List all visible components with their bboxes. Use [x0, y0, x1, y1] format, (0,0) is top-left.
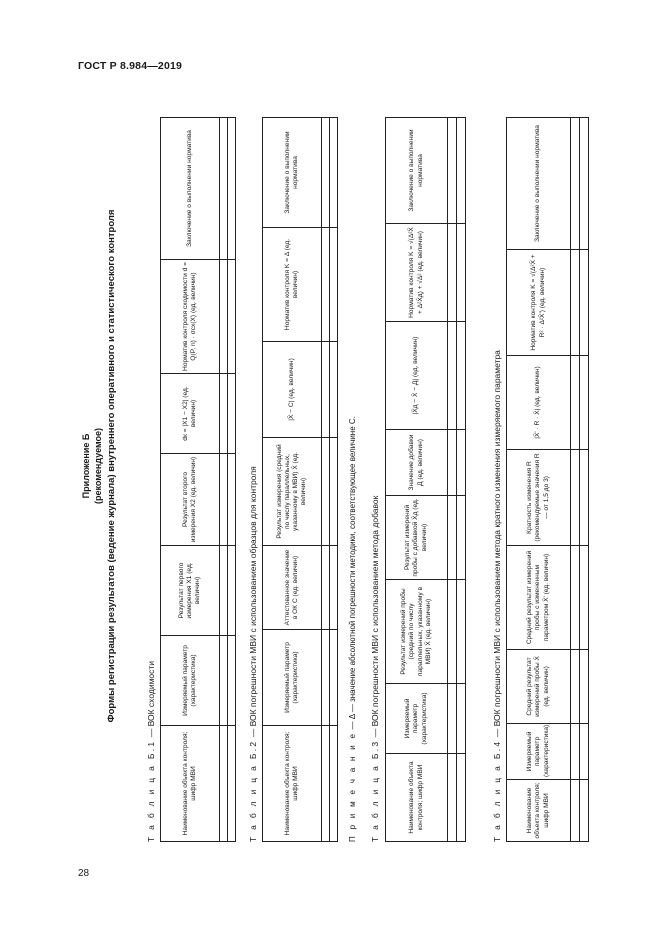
- table-b1-caption-text: — ВОК сходимости: [146, 660, 156, 740]
- table-cell: [220, 454, 228, 546]
- table-b1-header-row: [161, 118, 220, 842]
- table-b4-caption-text: — ВОК погрешности МВИ с использованием метода кратного изменения измеряемого параметра: [492, 350, 502, 740]
- table-cell: [457, 580, 466, 684]
- table-b1-caption-prefix: Т а б л и ц а Б.1: [146, 739, 156, 842]
- table-cell: [322, 342, 330, 438]
- table-cell: [571, 250, 580, 356]
- table-cell: [228, 260, 236, 374]
- table-cell: [580, 650, 589, 724]
- table-cell: [322, 228, 330, 342]
- table-cell: [330, 630, 338, 726]
- table-cell: [580, 356, 589, 450]
- table-cell: [220, 118, 228, 260]
- table-cell: [228, 636, 236, 726]
- table-cell: [580, 250, 589, 356]
- table-cell: [580, 450, 589, 546]
- table-cell: [571, 450, 580, 546]
- table-b4: [506, 117, 589, 842]
- table-b3-col-sample-result: Результат измерений пробы (средний по числу параллельных, указанному в МВИ) X̄ (ед. величин): [386, 580, 448, 684]
- table-b2-caption-prefix: Т а б л и ц а Б.2: [248, 739, 258, 842]
- table-b2-col-conclusion: Заключение о выполнении норматива: [263, 118, 322, 228]
- table-cell: [220, 726, 228, 842]
- table-b4-caption: [492, 350, 502, 842]
- table-b2-caption-text: — ВОК погрешности МВИ с использованием образцов для контроля: [248, 466, 258, 740]
- table-b4-col-difference: |X̄' · R · X̄| (ед. величин): [507, 356, 571, 450]
- table-cell: [457, 754, 466, 842]
- table-cell: [448, 118, 457, 224]
- table-cell: [220, 636, 228, 726]
- table-b2-col-certified-value: Аттестованное значение в ОК C (ед. величин): [263, 546, 322, 630]
- table-b1-caption: [146, 661, 156, 842]
- table-b2-col-difference: |X̄ − C| (ед. величин): [263, 342, 322, 438]
- table-b1-col-first-result: Результат первого измерения X1 (ед. величин): [161, 546, 220, 636]
- table-cell: [457, 224, 466, 322]
- table-b3-col-norm: Норматив контроля K = √(Δ²X̄ + Δ²X̄д) + √Δ² (ед. величин): [386, 224, 448, 322]
- table-b2-note-label: П р и м е ч а н и е: [348, 731, 357, 842]
- table-cell: [571, 546, 580, 650]
- table-b1-col-norm: Норматив контроля сходимости d = Q(P, n) · σсх(X) (ед. величин): [161, 260, 220, 374]
- table-b4-col-norm: Норматив контроля K = √(Δ²X̄ + R² · Δ²X̄') (ед. величин): [507, 250, 571, 356]
- table-cell: [448, 224, 457, 322]
- table-cell: [457, 118, 466, 224]
- table-cell: [228, 726, 236, 842]
- table-cell: [457, 322, 466, 430]
- table-cell: [330, 118, 338, 228]
- page-number: 28: [78, 868, 90, 879]
- table-cell: [322, 438, 330, 546]
- table-cell: [571, 356, 580, 450]
- table-cell: [330, 726, 338, 842]
- table-row: [220, 118, 228, 842]
- table-b3-header-row: [386, 118, 448, 842]
- table-b2-note: [348, 416, 357, 842]
- table-b3-caption-prefix: Т а б л и ц а Б.3: [370, 739, 380, 842]
- table-b1: [160, 117, 236, 842]
- table-cell: [228, 454, 236, 546]
- table-b3-col-parameter: Измеряемый параметр (характеристика): [386, 684, 448, 754]
- form-title: Формы регистрации результатов (ведение журнала) внутреннего оперативного и статистического контроля: [106, 209, 117, 723]
- table-cell: [580, 724, 589, 780]
- table-b1-col-difference: dк = |X1 − X2| (ед. величин): [161, 374, 220, 454]
- table-cell: [322, 118, 330, 228]
- table-cell: [220, 374, 228, 454]
- table-cell: [220, 546, 228, 636]
- table-cell: [571, 724, 580, 780]
- table-cell: [228, 374, 236, 454]
- table-b3: [385, 117, 466, 842]
- table-cell: [448, 322, 457, 430]
- table-b4-col-mean-result: Средний результат измерений пробы X̄ (ед. величин): [507, 650, 571, 724]
- table-b2-caption: [248, 466, 258, 842]
- table-cell: [228, 118, 236, 260]
- table-cell: [322, 630, 330, 726]
- table-row: [448, 118, 457, 842]
- standard-header: ГОСТ Р 8.984—2019: [78, 60, 183, 72]
- table-b3-col-conclusion: Заключение о выполнении норматива: [386, 118, 448, 224]
- table-b4-col-ratio: Кратность изменения R (рекомендуемые значения R — от 1,5 до 3): [507, 450, 571, 546]
- table-cell: [580, 118, 589, 250]
- table-cell: [571, 780, 580, 842]
- table-cell: [448, 580, 457, 684]
- table-b3-caption: [370, 496, 380, 842]
- table-cell: [457, 684, 466, 754]
- table-b2: [262, 117, 338, 842]
- table-cell: [457, 430, 466, 496]
- table-b4-col-parameter: Измеряемый параметр (характеристика): [507, 724, 571, 780]
- table-b2-header-row: [263, 118, 322, 842]
- table-b4-header-row: [507, 118, 571, 842]
- table-cell: [448, 684, 457, 754]
- table-cell: [448, 496, 457, 580]
- table-row: [580, 118, 589, 842]
- table-cell: [571, 650, 580, 724]
- table-row: [322, 118, 330, 842]
- table-b1-col-parameter: Измеряемый параметр (характеристика): [161, 636, 220, 726]
- rotated-landscape-content: [80, 90, 620, 842]
- table-cell: [330, 438, 338, 546]
- table-b2-col-norm: Норматив контроля K = Δ (ед. величин): [263, 228, 322, 342]
- table-b3-col-difference: |X̄д − X̄ − Д| (ед. величин): [386, 322, 448, 430]
- appendix-title: Приложение Б: [81, 433, 91, 499]
- table-b3-caption-text: — ВОК погрешности МВИ с использованием метода добавок: [370, 495, 380, 740]
- table-cell: [448, 430, 457, 496]
- table-cell: [322, 546, 330, 630]
- table-b4-col-changed-result: Средний результат измерений пробы с измененным параметром X̄' (ед. величин): [507, 546, 571, 650]
- table-cell: [330, 342, 338, 438]
- table-b4-col-object: Наименование объекта контроля; шифр МВИ: [507, 780, 571, 842]
- table-row: [330, 118, 338, 842]
- table-b2-col-parameter: Измеряемый параметр (характеристика): [263, 630, 322, 726]
- table-cell: [580, 546, 589, 650]
- table-row: [228, 118, 236, 842]
- table-b2-col-measurement: Результат измерения (средний по числу параллельных, указанному в МВИ) X̄ (ед. величин): [263, 438, 322, 546]
- table-cell: [330, 546, 338, 630]
- table-b4-caption-prefix: Т а б л и ц а Б.4: [492, 739, 502, 842]
- table-cell: [580, 780, 589, 842]
- table-row: [571, 118, 580, 842]
- table-b1-col-object: Наименование объекта контроля; шифр МВИ: [161, 726, 220, 842]
- table-cell: [220, 260, 228, 374]
- appendix-subtitle: (рекомендуемое): [93, 428, 103, 504]
- table-b2-col-object: Наименование объекта контроля; шифр МВИ: [263, 726, 322, 842]
- table-cell: [457, 496, 466, 580]
- table-b1-col-second-result: Результат второго измерения X2 (ед. величин): [161, 454, 220, 546]
- table-row: [457, 118, 466, 842]
- table-cell: [571, 118, 580, 250]
- table-cell: [448, 754, 457, 842]
- table-b2-note-text: — Δ — значение абсолютной погрешности методики, соответствующее величине C.: [348, 416, 357, 732]
- table-cell: [330, 228, 338, 342]
- table-b3-col-addition: Значение добавки Д (ед. величин): [386, 430, 448, 496]
- table-b3-col-object: Наименование объекта контроля; шифр МВИ: [386, 754, 448, 842]
- appendix-heading: [80, 90, 104, 842]
- table-b3-col-spiked-result: Результат измерений пробы с добавкой X̄д (ед. величин): [386, 496, 448, 580]
- table-b1-col-conclusion: Заключение о выполнении норматива: [161, 118, 220, 260]
- table-b4-col-conclusion: Заключение о выполнении норматива: [507, 118, 571, 250]
- table-cell: [228, 546, 236, 636]
- table-cell: [322, 726, 330, 842]
